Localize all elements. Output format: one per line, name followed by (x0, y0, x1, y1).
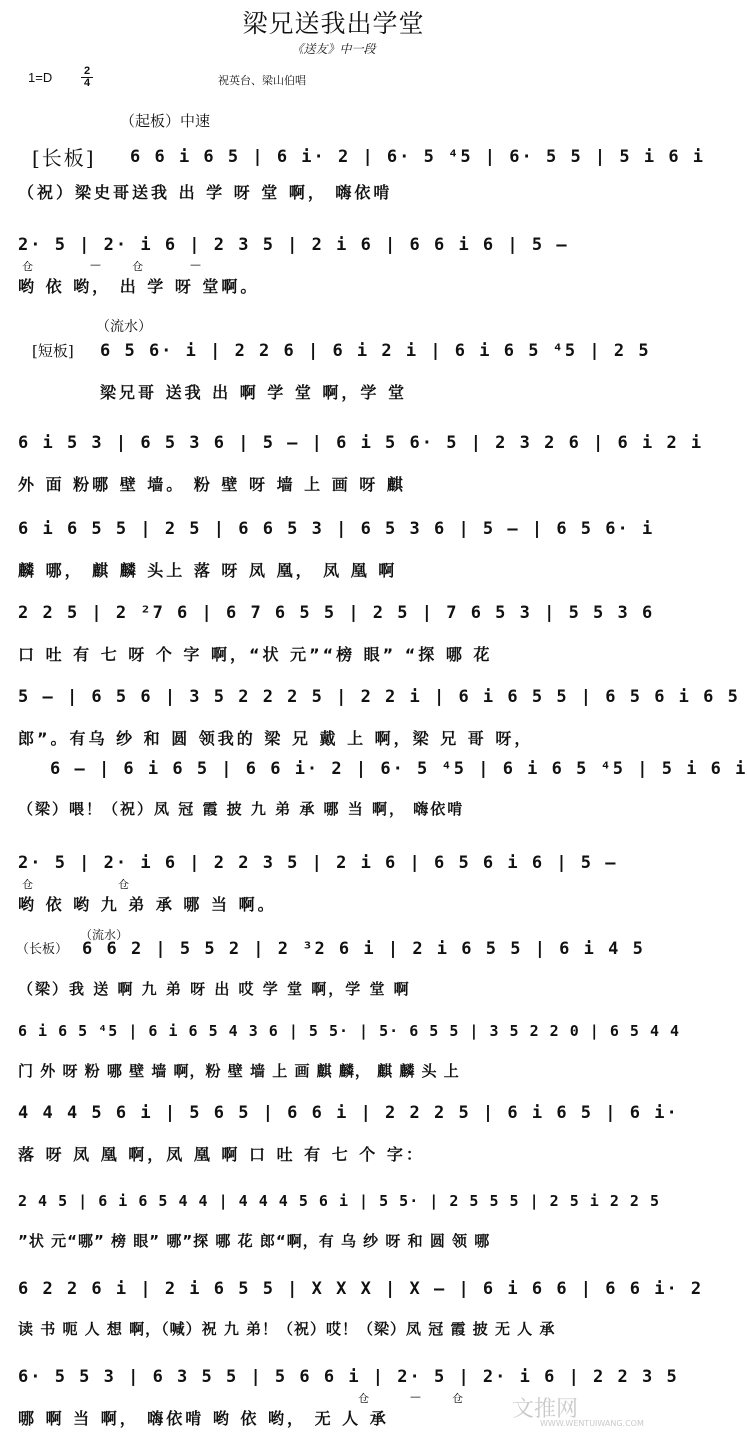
staff-row-14 (0, 1272, 704, 1362)
staff-row-13 (0, 1184, 667, 1274)
jianpu-notes: 2 4 5 | 6 i 6 5 4 4 | 4 4 4 5 6 i | 5 5· | 2 5 5 5 | 2 5 i 2 2 5 (18, 1192, 660, 1210)
staff-row-11 (0, 1014, 681, 1104)
jianpu-notes: 6 i 6 5 ⁴5 | 6 i 6 5 4 3 6 | 5 5· | 5· 6 5 5 | 3 5 2 2 0 | 6 5 4 4 (18, 1022, 681, 1040)
watermark-logo: 文推网 (512, 1397, 579, 1422)
jianpu-notes: 6 i 5 3 | 6 5 3 6 | 5 – | 6 i 5 6· 5 | 2 3 2 6 | 6 i 2 i (18, 433, 704, 453)
lyrics-line: 落 呀 凤 凰 啊，凤 凰 啊 口 吐 有 七 个 字： (18, 1145, 425, 1164)
lyrics-line: 麟 哪， 麒 麟 头上 落 呀 凤 凰， 凤 凰 啊 (18, 561, 398, 580)
staff-row-9 (0, 846, 667, 936)
page-subtitle: 《送友》中一段 (291, 42, 376, 56)
time-signature-bottom: 4 (83, 77, 91, 89)
lyrics-line: 口 吐 有 七 呀 个 字 啊，“状 元”“榜 眼” “探 哪 花 (18, 645, 493, 664)
staff-row-12 (0, 1096, 679, 1186)
jianpu-notes: 6 5 6· i | 2 2 6 | 6 i 2 i | 6 i 6 5 ⁴5 | 2 5 (100, 341, 651, 361)
jianpu-notes: 6 6 i 6 5 | 6 i· 2 | 6· 5 ⁴5 | 6· 5 5 | 5 i 6 i (130, 147, 706, 167)
time-signature (81, 66, 93, 89)
staff-row-6 (0, 596, 667, 686)
liushui-marking-1: （流水） (96, 319, 152, 335)
section-label: （长板） (16, 942, 69, 957)
lyrics-line: （梁）我 送 啊 九 弟 呀 出 哎 学 堂 啊，学 堂 啊 (18, 980, 411, 998)
watermark-url: WWW.WENTUIWANG.COM (540, 1419, 644, 1428)
jianpu-notes: 2· 5 | 2· i 6 | 2 2 3 5 | 2 i 6 | 6 5 6 i 6 | 5 – (18, 853, 618, 873)
jianpu-notes: 6· 5 5 3 | 6 3 5 5 | 5 6 6 i | 2· 5 | 2· i 6 | 2 2 3 5 (18, 1367, 679, 1387)
gong-dash: — (410, 1390, 421, 1403)
staff-row-3 (0, 334, 667, 424)
jianpu-notes: 5 – | 6 5 6 | 3 5 2 2 2 5 | 2 2 i | 6 i 6 5 5 | 6 5 6 i 6 5 (18, 687, 740, 707)
singers-credit: 祝英台、梁山伯唱 (218, 74, 306, 87)
lyrics-line: 外 面 粉哪 壁 墙。 粉 壁 呀 墙 上 画 呀 麒 (18, 475, 406, 494)
gong-mark: 仓 (132, 260, 143, 273)
lyrics-line: 郎”。有乌 纱 和 圆 领我的 梁 兄 戴 上 啊，梁 兄 哥 呀， (18, 729, 534, 748)
staff-row-2 (0, 228, 667, 318)
section-label: [短板] (32, 342, 74, 360)
tempo-marking: （起板）中速 (120, 112, 211, 130)
page-title: 梁兄送我出学堂 (242, 9, 425, 38)
jianpu-notes: 6 – | 6 i 6 5 | 6 6 i· 2 | 6· 5 ⁴5 | 6 i 6 5 ⁴5 | 5 i 6 i (50, 759, 747, 779)
lyrics-line: 读 书 呃 人 想 啊，（喊）祝 九 弟！（祝）哎！（梁）凤 冠 霞 披 无 人 承 (18, 1320, 556, 1338)
lyrics-line: （祝）梁史哥送我 出 学 呀 堂 啊， 嗨依啃 (18, 183, 393, 202)
lyrics-line: 哟 依 哟 九 弟 承 哪 当 啊。 (18, 895, 277, 914)
lyrics-line: ”状 元“哪” 榜 眼” 哪”探 哪 花 郎“啊，有 乌 纱 呀 和 圆 领 哪 (18, 1232, 491, 1250)
jianpu-notes: 6 i 6 5 5 | 2 5 | 6 6 5 3 | 6 5 3 6 | 5 – | 6 5 6· i (18, 519, 655, 539)
lyrics-line: 哟 依 哟， 出 学 呀 堂啊。 (18, 277, 260, 296)
lyrics-line: 梁兄哥 送我 出 啊 学 堂 啊，学 堂 (100, 383, 407, 402)
gong-mark: 仓 (452, 1392, 463, 1405)
time-signature-top: 2 (81, 66, 93, 78)
staff-row-1 (0, 140, 706, 230)
lyrics-line: 门 外 呀 粉 哪 壁 墙 啊，粉 壁 墙 上 画 麒 麟， 麒 麟 头 上 (18, 1062, 460, 1080)
gong-dash: — (90, 258, 101, 271)
staff-row-10 (0, 932, 667, 1022)
staff-row-5 (0, 512, 667, 602)
jianpu-notes: 2· 5 | 2· i 6 | 2 3 5 | 2 i 6 | 6 6 i 6 | 5 – (18, 235, 569, 255)
lyrics-line: （梁）喂！（祝）凤 冠 霞 披 九 弟 承 哪 当 啊， 嗨依啃 (18, 800, 465, 818)
staff-row-8 (0, 752, 747, 842)
jianpu-notes: 6 2 2 6 i | 2 i 6 5 5 | X X X | X – | 6 i 6 6 | 6 6 i· 2 (18, 1279, 704, 1299)
gong-mark: 仓 (358, 1392, 369, 1405)
key-signature: 1=D (28, 70, 53, 85)
jianpu-notes: 6 6 2 | 5 5 2 | 2 ³2 6 i | 2 i 6 5 5 | 6 i 4 5 (82, 939, 645, 959)
jianpu-notes: 2 2 5 | 2 ²7 6 | 6 7 6 5 5 | 2 5 | 7 6 5 3 | 5 5 3 6 (18, 603, 655, 623)
lyrics-line: 哪 啊 当 啊， 嗨依啃 哟 依 哟， 无 人 承 (18, 1409, 389, 1428)
gong-dash: — (190, 258, 201, 271)
gong-mark: 仓 (22, 260, 33, 273)
gong-mark: 仓 (118, 878, 129, 891)
liushui-marking-2: （流水） (80, 928, 129, 942)
gong-mark: 仓 (22, 878, 33, 891)
jianpu-notes: 4 4 4 5 6 i | 5 6 5 | 6 6 i | 2 2 2 5 | 6 i 6 5 | 6 i· (18, 1103, 679, 1123)
staff-row-4 (0, 426, 704, 516)
section-label: [长板] (32, 146, 96, 170)
